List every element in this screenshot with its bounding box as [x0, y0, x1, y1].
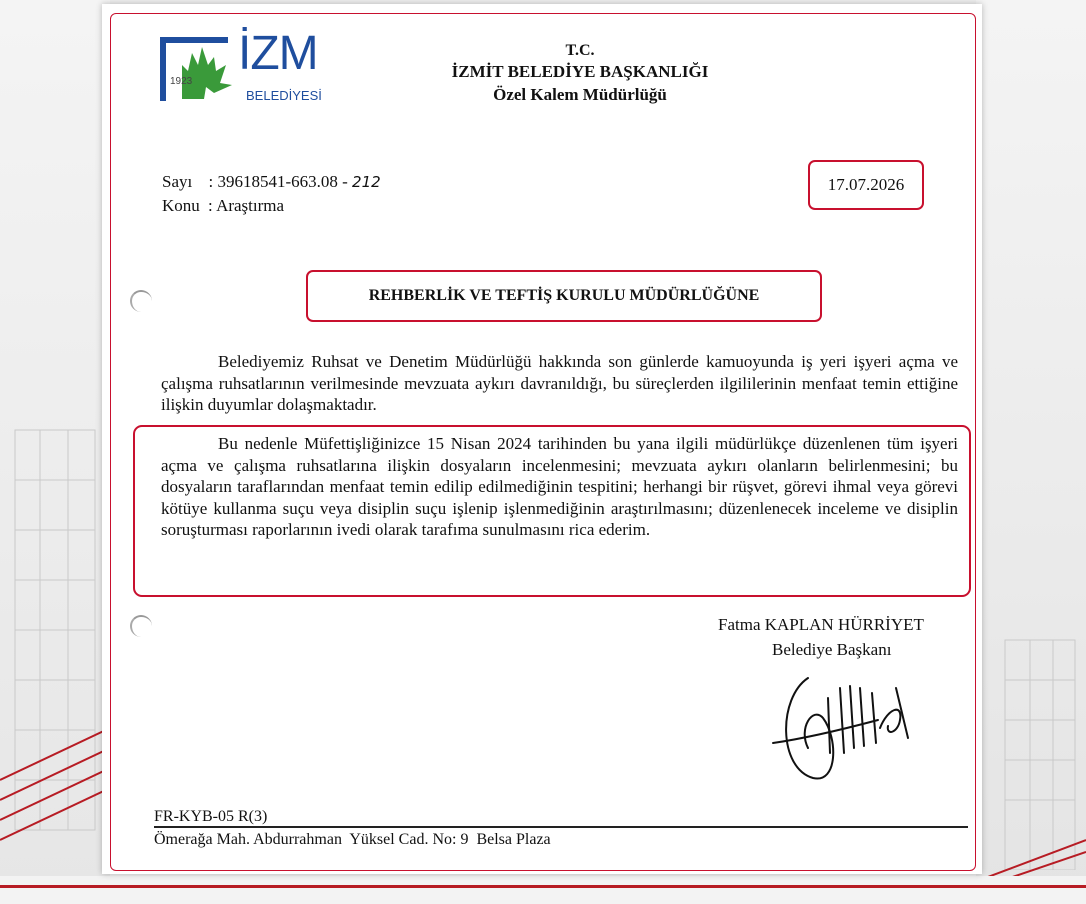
handwritten-signature-icon	[768, 658, 928, 788]
punch-hole-bottom	[130, 615, 152, 637]
header-institution: İZMİT BELEDİYE BAŞKANLIĞI	[451, 62, 709, 81]
sayi-handwritten: 212	[352, 173, 381, 191]
document-date: 17.07.2026	[808, 160, 924, 210]
header-tc: T.C.	[565, 42, 595, 59]
signer-name: Fatma KAPLAN HÜRRİYET	[718, 615, 924, 634]
background-red-stripes	[0, 720, 110, 880]
sayi-value: : 39618541-663.08 -	[208, 172, 348, 191]
konu-value: : Araştırma	[208, 196, 285, 215]
footer-divider	[154, 826, 968, 828]
signer-title: Belediye Başkanı	[772, 640, 892, 659]
logo-name: İZM	[238, 27, 318, 80]
form-code: FR-KYB-05 R(3)	[154, 808, 268, 825]
header-department: Özel Kalem Müdürlüğü	[493, 85, 667, 104]
punch-hole-top	[130, 290, 152, 312]
background-bottom-line	[0, 885, 1086, 888]
subject-line	[162, 196, 284, 216]
addressee: REHBERLİK VE TEFTİŞ KURULU MÜDÜRLÜĞÜNE	[306, 270, 822, 322]
background-bottom-strip	[0, 876, 1086, 904]
logo-year: 1923	[170, 76, 193, 87]
izmit-logo-icon	[158, 35, 238, 105]
konu-label: Konu	[162, 196, 200, 215]
sayi-label: Sayı	[162, 172, 193, 191]
body-paragraph-2: Bu nedenle Müfettişliğinizce 15 Nisan 2024 tarihinden bu yana ilgili müdürlükçe düzenlenen tüm işyeri açma ve çalışma ruhsatlarına ilişkin dosyaların incelenmesini; mevzuata aykırı olanların belirlenmesini; bu dosyaların taraflarından menfaat temin edilip edilmediğinin tespitini; herhangi bir rüşvet, görevi ihmal veya görevi kötüye kullanma suçu veya disiplin suçu işlenip işlenmediğinin araştırılmasını; düzenlenecek inceleme ve disiplin soruşturması raporlarının ivedi olarak tarafıma sunulmasını rica ederim.	[161, 434, 958, 539]
reference-number	[162, 172, 381, 192]
body-paragraph-1: Belediyemiz Ruhsat ve Denetim Müdürlüğü hakkında son günlerde kamuoyunda iş yeri işyeri açma ve çalışma ruhsatlarının verilmesinde mevzuata aykırı davranıldığı, bu süreçlerden ilgililerinin menfaat temin ettiğine ilişkin duyumlar dolaşmaktadır.	[161, 352, 958, 414]
logo-subtitle: BELEDİYESİ	[246, 88, 322, 103]
footer-address: Ömerağa Mah. Abdurrahman Yüksel Cad. No: 9 Belsa Plaza	[154, 831, 551, 848]
